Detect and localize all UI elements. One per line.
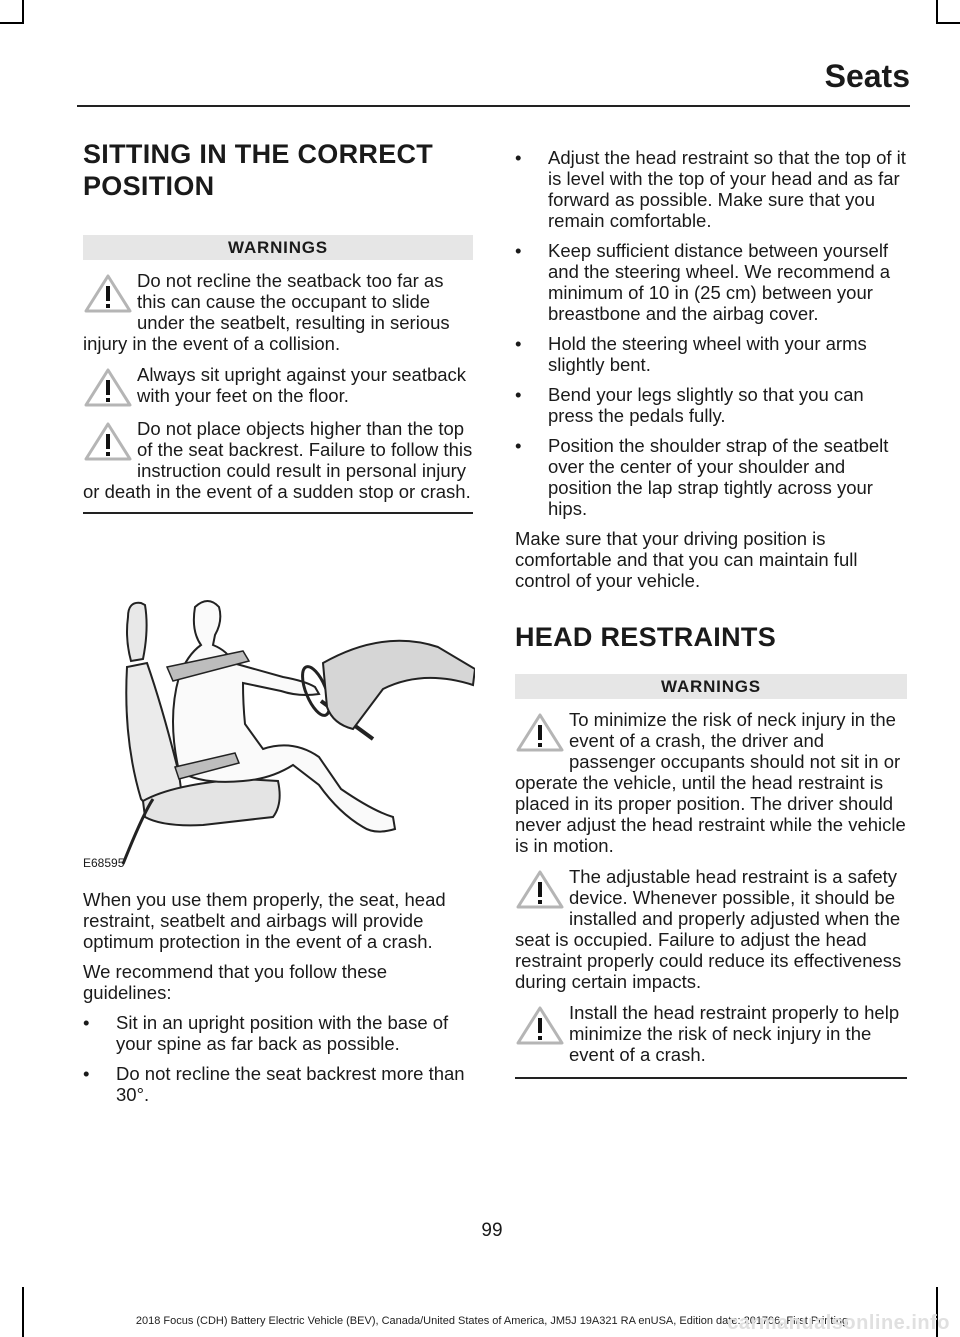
- crop-mark: [22, 1287, 24, 1337]
- warning-text: Do not place objects higher than the top of the seat backrest. Failure to follow this instruction could result in personal injury or death in the event of a sudden stop or crash.: [83, 418, 473, 502]
- warning-triangle-icon: [515, 711, 565, 753]
- warning-text: The adjustable head restraint is a safety device. Whenever possible, it should be installed and properly adjusted when the seat is occupied. Failure to adjust the head restraint properly could reduce its effectiveness during certain impacts.: [515, 866, 902, 992]
- list-item: [83, 1063, 473, 1105]
- crop-mark: [936, 22, 960, 24]
- section-heading: SITTING IN THE CORRECT POSITION: [83, 139, 434, 201]
- warnings-end-rule: [515, 1077, 907, 1079]
- warning-text: Do not recline the seatback too far as this can cause the occupant to slide under the seatbelt, resulting in serious injury in the event of a collision.: [83, 270, 450, 354]
- warning-triangle-icon: [83, 366, 133, 408]
- list-item: [515, 384, 907, 426]
- warning-item: [515, 1002, 907, 1065]
- warnings-banner: WARNINGS: [83, 235, 473, 260]
- bullet-dot: •: [515, 333, 522, 354]
- warning-item: [83, 364, 473, 408]
- watermark: carmanualsonline.info: [727, 1312, 950, 1334]
- warning-text: To minimize the risk of neck injury in the event of a crash, the driver and passenger occupants should not sit in or operate the vehicle, until the head restraint is placed in its proper position. The driver should never adjust the head restraint while the vehicle is in motion.: [515, 709, 906, 856]
- list-item: [515, 147, 907, 231]
- crop-mark: [0, 22, 24, 24]
- list-item-text: Keep sufficient distance between yourself and the steering wheel. We recommend a minimum of 10 in (25 cm) between your breastbone and the airbag cover.: [548, 240, 891, 324]
- dashboard: [323, 641, 475, 729]
- crop-mark: [936, 0, 938, 24]
- seat-rail: [123, 799, 153, 864]
- section-heading: HEAD RESTRAINTS: [515, 622, 777, 652]
- guideline-list: [515, 147, 907, 519]
- list-item-text: Position the shoulder strap of the seatbelt over the center of your shoulder and position the lap strap tightly across your hips.: [548, 435, 889, 519]
- header-divider: [77, 105, 910, 107]
- bullet-dot: •: [83, 1063, 90, 1084]
- list-item-text: Bend your legs slightly so that you can press the pedals fully.: [548, 384, 864, 426]
- warning-item: [83, 418, 473, 502]
- list-item-text: Sit in an upright position with the base of your spine as far back as possible.: [116, 1012, 449, 1054]
- paragraph: We recommend that you follow these guidelines:: [83, 961, 388, 1003]
- bullet-dot: •: [515, 147, 522, 168]
- warnings-banner: WARNINGS: [515, 674, 907, 699]
- warning-triangle-icon: [515, 1004, 565, 1046]
- figure-code: E68595: [83, 856, 125, 870]
- warning-triangle-icon: [515, 868, 565, 910]
- paragraph: When you use them properly, the seat, head restraint, seatbelt and airbags will provide optimum protection in the event of a crash.: [83, 889, 446, 952]
- page-number: 99: [481, 1220, 503, 1241]
- page-title: Seats: [824, 58, 910, 94]
- list-item-text: Do not recline the seat backrest more than 30°.: [116, 1063, 465, 1105]
- list-item: [515, 240, 907, 324]
- warning-item: [515, 866, 907, 992]
- guideline-list: [83, 1012, 473, 1105]
- paragraph: Make sure that your driving position is comfortable and that you can maintain full control of your vehicle.: [515, 528, 858, 591]
- bullet-dot: •: [515, 240, 522, 261]
- warning-text: Always sit upright against your seatback with your feet on the floor.: [137, 364, 467, 406]
- seating-diagram: [83, 589, 475, 874]
- crop-mark: [22, 0, 24, 24]
- warning-item: [83, 270, 473, 354]
- right-column: [515, 147, 907, 1079]
- warning-text: Install the head restraint properly to help minimize the risk of neck injury in the event of a crash.: [569, 1002, 900, 1065]
- list-item: [515, 435, 907, 519]
- left-column: [83, 138, 473, 1105]
- bullet-dot: •: [83, 1012, 90, 1033]
- list-item-text: Hold the steering wheel with your arms slightly bent.: [548, 333, 867, 375]
- list-item: [83, 1012, 473, 1054]
- warning-triangle-icon: [83, 420, 133, 462]
- bullet-dot: •: [515, 435, 522, 456]
- seating-position-illustration: [83, 589, 475, 874]
- head-restraint: [127, 603, 147, 661]
- list-item: [515, 333, 907, 375]
- list-item-text: Adjust the head restraint so that the top of it is level with the top of your head and as far forward as possible. Make sure that you remain comfortable.: [548, 147, 906, 231]
- warning-item: [515, 709, 907, 856]
- bullet-dot: •: [515, 384, 522, 405]
- warning-triangle-icon: [83, 272, 133, 314]
- footer-text: 2018 Focus (CDH) Battery Electric Vehicle (BEV), Canada/United States of America, JM5J 19A321 RA enUSA, Edition date: 201706, First Printing: [135, 1315, 849, 1327]
- warnings-end-rule: [83, 512, 473, 514]
